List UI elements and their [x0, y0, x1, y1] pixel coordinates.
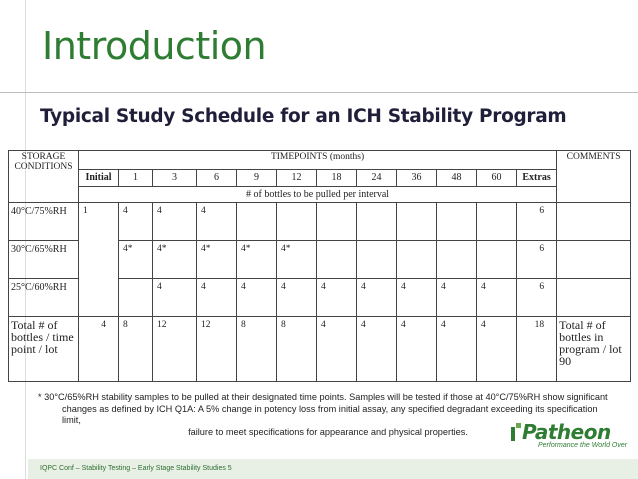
- study-schedule-table: [8, 150, 631, 382]
- schedule-cell: 4: [197, 203, 237, 241]
- schedule-cell: [357, 203, 397, 241]
- timepoint-header: 60: [477, 169, 517, 186]
- schedule-cell: 4*: [119, 241, 153, 279]
- condition-label: 25°C/60%RH: [9, 279, 79, 317]
- schedule-cell: 4: [357, 279, 397, 317]
- logo-tagline: Performance the World Over: [538, 442, 628, 449]
- schedule-cell: [277, 203, 317, 241]
- timepoint-header: 3: [153, 169, 197, 186]
- schedule-cell: 4: [397, 279, 437, 317]
- timepoint-header: 12: [277, 169, 317, 186]
- storage-conditions-header: STORAGE CONDITIONS: [9, 151, 79, 203]
- total-cell: 12: [153, 316, 197, 381]
- timepoint-header: Extras: [517, 169, 557, 186]
- comment-cell: [557, 279, 631, 317]
- timepoint-header: 18: [317, 169, 357, 186]
- total-cell: 4: [357, 316, 397, 381]
- schedule-cell: 6: [517, 279, 557, 317]
- condition-label: 40°C/75%RH: [9, 203, 79, 241]
- schedule-cell: [317, 241, 357, 279]
- schedule-cell: [237, 203, 277, 241]
- schedule-cell: 4: [197, 279, 237, 317]
- comments-header: COMMENTS: [557, 151, 631, 203]
- total-cell: 18: [517, 316, 557, 381]
- schedule-cell: 1: [79, 203, 119, 316]
- total-row-label: Total # of bottles / time point / lot: [9, 316, 79, 381]
- schedule-cell: [119, 279, 153, 317]
- timepoint-header: Initial: [79, 169, 119, 186]
- schedule-cell: 4: [237, 279, 277, 317]
- schedule-cell: [397, 241, 437, 279]
- total-cell: 8: [237, 316, 277, 381]
- title-divider: [0, 92, 638, 93]
- schedule-cell: [477, 241, 517, 279]
- schedule-cell: 4*: [237, 241, 277, 279]
- schedule-cell: [437, 203, 477, 241]
- total-cell: 4: [477, 316, 517, 381]
- schedule-cell: [397, 203, 437, 241]
- schedule-cell: 4: [153, 279, 197, 317]
- timepoint-header: 9: [237, 169, 277, 186]
- schedule-cell: 4: [119, 203, 153, 241]
- patheon-mark-icon: [510, 423, 522, 441]
- condition-label: 30°C/65%RH: [9, 241, 79, 279]
- program-total-comment: Total # of bottles in program / lot 90: [557, 316, 631, 381]
- schedule-cell: 4*: [277, 241, 317, 279]
- comment-cell: [557, 203, 631, 241]
- slide-subtitle: Typical Study Schedule for an ICH Stability Program: [40, 106, 567, 127]
- schedule-cell: 4*: [153, 241, 197, 279]
- total-cell: 8: [277, 316, 317, 381]
- schedule-cell: 4: [277, 279, 317, 317]
- schedule-cell: [317, 203, 357, 241]
- total-cell: 8: [119, 316, 153, 381]
- timepoint-header: 24: [357, 169, 397, 186]
- timepoint-header: 36: [397, 169, 437, 186]
- schedule-cell: [477, 203, 517, 241]
- schedule-cell: 4: [153, 203, 197, 241]
- footer-text: IQPC Conf – Stability Testing – Early Stage Stability Studies 5: [40, 465, 232, 472]
- schedule-cell: 4: [477, 279, 517, 317]
- schedule-cell: 4: [437, 279, 477, 317]
- footnote-line-1: * 30°C/65%RH stability samples to be pulled at their designated time points. Samples will be tested if those at 40°C/75%RH show significant: [38, 392, 608, 402]
- timepoints-header: TIMEPOINTS (months): [79, 151, 557, 170]
- total-cell: 12: [197, 316, 237, 381]
- footnote-line-2: changes as defined by ICH Q1A: A 5% change in potency loss from initial assay, any specified degradant exceeding its specification limit,: [62, 403, 598, 425]
- schedule-cell: 6: [517, 203, 557, 241]
- comment-cell: [557, 241, 631, 279]
- total-cell: 4: [397, 316, 437, 381]
- patheon-logo: [510, 420, 627, 449]
- schedule-cell: 4: [317, 279, 357, 317]
- total-cell: 4: [437, 316, 477, 381]
- total-cell: 4: [79, 316, 119, 381]
- schedule-cell: [437, 241, 477, 279]
- footnote-line-3: failure to meet specifications for appearance and physical properties.: [188, 426, 468, 437]
- timepoint-header: 1: [119, 169, 153, 186]
- schedule-cell: 4*: [197, 241, 237, 279]
- timepoint-header: 6: [197, 169, 237, 186]
- slide-title: Introduction: [42, 24, 267, 68]
- logo-wordmark: Patheon: [522, 420, 611, 444]
- schedule-cell: 6: [517, 241, 557, 279]
- schedule-cell: [357, 241, 397, 279]
- bottles-per-interval-note: # of bottles to be pulled per interval: [79, 186, 557, 203]
- total-cell: 4: [317, 316, 357, 381]
- timepoint-header: 48: [437, 169, 477, 186]
